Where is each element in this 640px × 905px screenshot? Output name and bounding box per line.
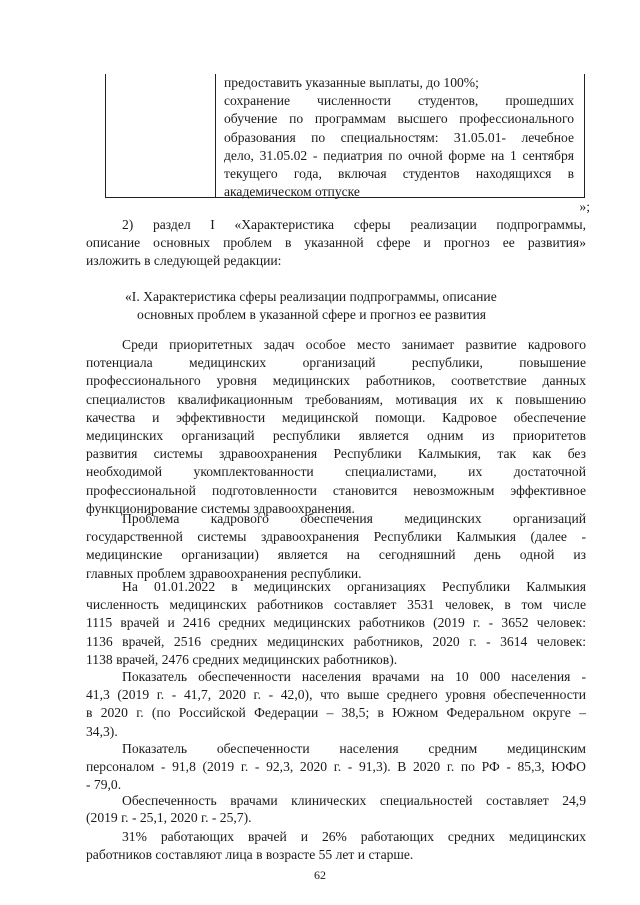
paragraph-staffing-priority (86, 336, 586, 518)
text-line: работников составляют лица в возрасте 55 лет и старше. (86, 847, 414, 863)
section-heading (125, 288, 545, 324)
text-line: 41,3 (2019 г. - 41,7, 2020 г. - 42,0), что выше среднего уровня обеспеченности (86, 687, 586, 703)
text-line: изложить в следующей редакции: (86, 253, 282, 269)
text-line: государственной системы здравоохранения Республики Калмыкия (далее - (86, 529, 586, 545)
text-line: в 2020 г. (по Российской Федерации – 38,5; в Южном Федеральном округе – (86, 705, 586, 721)
text-line: численность медицинских работников составляет 3531 человек, в том числе (86, 597, 586, 613)
text-line: Обеспеченность врачами клинических специальностей составляет 24,9 (122, 793, 586, 808)
text-line: качества и эффективности медицинской помощи. Кадровое обеспечение (86, 409, 586, 425)
heading-line: основных проблем в указанной сфере и прогноз ее развития (137, 307, 487, 323)
heading-line: «I. Характеристика сферы реализации подпрограммы, описание (125, 289, 497, 304)
text-line: Среди приоритетных задач особое место занимает развитие кадрового (122, 337, 586, 352)
text-line: главных проблем здравоохранения республики. (86, 565, 362, 581)
text-line: развития системы здравоохранения Республики Калмыкия, так как без (86, 446, 586, 462)
text-line: Проблема кадрового обеспечения медицинских организаций (122, 511, 586, 526)
text-line: потенциала медицинских организаций республики, повышение (86, 355, 586, 371)
amendment-instruction (86, 216, 586, 271)
text-line: описание основных проблем в указанной сфере и прогноз ее развития» (86, 235, 586, 251)
table-line: образования по специальностям: 31.05.01- лечебное (224, 129, 574, 145)
text-line: 1115 врачей и 2416 средних медицинских работников (2019 г. - 3652 человек: (86, 615, 586, 631)
text-line: необходимой укомплектованности специалистами, их достаточной (86, 464, 586, 480)
table-right-cell (216, 74, 584, 200)
table-line: текущего года, включая студентов находящихся в (224, 166, 574, 182)
table-left-cell (106, 74, 216, 197)
text-line: На 01.01.2022 в медицинских организациях Республики Калмыкия (122, 579, 586, 594)
text-line: медицинских организаций республики является одним из приоритетов (86, 428, 586, 444)
table-line: сохранение численности студентов, прошедших (224, 93, 574, 109)
text-line: персоналом - 91,8 (2019 г. - 92,3, 2020 г. - 91,3). В 2020 г. по РФ - 85,3, ЮФО (86, 759, 586, 775)
text-line: профессиональной подготовленности становится невозможным эффективное (86, 482, 586, 498)
text-line: - 79,0. (86, 777, 122, 793)
paragraph-workforce-numbers (86, 578, 586, 669)
text-line: специалистов квалификационным требованиям, мотивация их к повышению (86, 391, 586, 407)
text-line: функционирование системы здравоохранения. (86, 500, 355, 516)
text-line: Показатель обеспеченности населения средним медицинским (122, 741, 586, 756)
text-line: 1138 врачей, 2476 средних медицинских работников). (86, 651, 398, 667)
paragraph-doctor-ratio (86, 668, 586, 741)
closing-quote: »; (579, 199, 590, 214)
page-number: 62 (314, 868, 326, 882)
table-line: предоставить указанные выплаты, до 100%; (224, 75, 479, 90)
subprogram-table (105, 74, 585, 198)
text-line: Показатель обеспеченности населения врачами на 10 000 населения - (122, 669, 586, 684)
table-line: обучение по программам высшего профессионального (224, 111, 574, 127)
text-line: 34,3). (86, 723, 118, 739)
paragraph-clinical-ratio (86, 792, 586, 826)
text-line: 2) раздел I «Характеристика сферы реализации подпрограммы, (122, 217, 586, 232)
text-line: медицинские организации) является на сегодняшний день одной из (86, 547, 586, 563)
paragraph-nursing-ratio (86, 740, 586, 795)
table-line: дело, 31.05.02 - педиатрия по очной форме на 1 сентября (224, 147, 574, 163)
table-line: академическом отпуске (224, 184, 360, 200)
paragraph-staffing-problem (86, 510, 586, 583)
text-line: (2019 г. - 25,1, 2020 г. - 25,7). (86, 810, 252, 825)
text-line: 1136 врачей, 2516 средних медицинских работников, 2020 г. - 3614 человек: (86, 633, 586, 649)
text-line: 31% работающих врачей и 26% работающих средних медицинских (122, 829, 586, 844)
text-line: профессионального уровня медицинских работников, соответствие данных (86, 373, 586, 389)
